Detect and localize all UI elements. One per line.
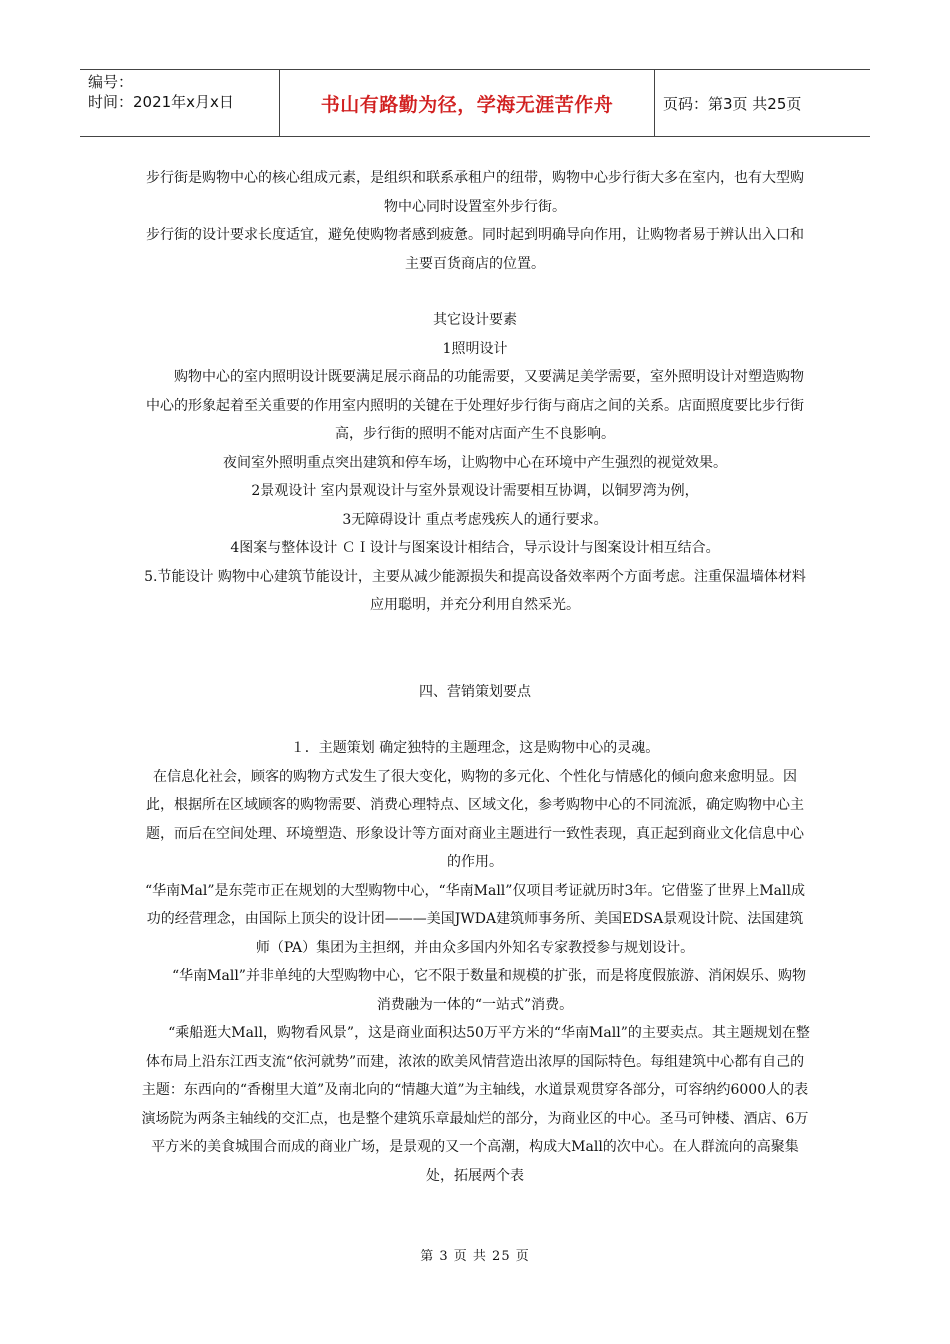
paragraph: “华南Mall”并非单纯的大型购物中心，它不限于数量和规模的扩张，而是将度假旅游、消闲娱乐、购物消费融为一体的“一站式”消费。 (172, 968, 806, 1013)
header-page-info: 页码：第3页 共25页 (663, 94, 802, 113)
header-motto: 书山有路勤为径，学海无涯苦作舟 (280, 70, 655, 136)
paragraph: 在信息化社会，顾客的购物方式发生了很大变化，购物的多元化、个性化与情感化的倾向愈来愈明显。因此，根据所在区域顾客的购物需要、消费心理特点、区域文化，参考购物中心的不同流派，确定购物中心主题，而后在空间处理、环境塑造、形象设计等方面对商业主题进行一致性表现，真正起到商业文化信息中心的作用。 (146, 768, 804, 870)
section-heading: 其它设计要素 (433, 312, 517, 328)
paragraph: “乘船逛大Mall，购物看风景”，这是商业面积达50万平方米的“华南Mall”的主要卖点。其主题规划在整体布局上沿东江西支流“依河就势”而建，浓浓的欧美风情营造出浓厚的国际特色。每组建筑中心都有自己的主题：东西向的“香榭里大道”及南北向的“情趣大道”为主轴线，水道景观贯穿各部分，可容纳约6000人的表演场院为两条主轴线的交汇点，也是整个建筑乐章最灿烂的部分，为商业区的中心。圣马可钟楼、酒店、6万平方米的美食城围合而成的商业广场，是景观的又一个高潮，构成大Mall的次中心。在人群流向的高聚集处，拓展两个表 (141, 1025, 810, 1184)
paragraph: 购物中心的室内照明设计既要满足展示商品的功能需要，又要满足美学需要，室外照明设计对塑造购物中心的形象起着至关重要的作用室内照明的关键在于处理好步行街与商店之间的关系。店面照度要比步行街高，步行街的照明不能对店面产生不良影响。 (146, 369, 804, 442)
paragraph: 2景观设计 室内景观设计与室外景观设计需要相互协调，以铜罗湾为例， (251, 483, 699, 499)
paragraph: 步行街是购物中心的核心组成元素，是组织和联系承租户的纽带，购物中心步行街大多在室内，也有大型购物中心同时设置室外步行街。 (146, 170, 804, 215)
paragraph: 5.节能设计 购物中心建筑节能设计，主要从减少能源损失和提高设备效率两个方面考虑。注重保温墙体材料应用聪明，并充分利用自然采光。 (144, 568, 806, 613)
paragraph: 步行街的设计要求长度适宜，避免使购物者感到疲惫。同时起到明确导向作用，让购物者易于辨认出入口和主要百货商店的位置。 (146, 227, 804, 272)
paragraph: “华南Mal”是东莞市正在规划的大型购物中心，“华南Mall”仅项目考证就历时3年。它借鉴了世界上Mall成功的经营理念，由国际上顶尖的设计团———美国JWDA建筑师事务所、美国EDSA景观设计院、法国建筑师（PA）集团为主担纲，并由众多国内外知名专家教授参与规划设计。 (145, 882, 805, 956)
section-heading: 四、营销策划要点 (419, 683, 531, 700)
subsection-heading: 1照明设计 (442, 340, 508, 357)
page-footer: 第 3 页 共 25 页 (420, 1249, 530, 1264)
page-header (80, 69, 870, 137)
header-meta (80, 70, 280, 136)
paragraph: 夜间室外照明重点突出建筑和停车场，让购物中心在环境中产生强烈的视觉效果。 (223, 454, 727, 471)
paragraph: 4图案与整体设计 ＣＩ设计与图案设计相结合，导示设计与图案设计相互结合。 (230, 540, 720, 556)
number-label: 编号： (88, 73, 134, 91)
document-body (140, 164, 810, 1190)
subsection-heading: １．主题策划 确定独特的主题理念，这是购物中心的灵魂。 (290, 740, 660, 756)
time-label: 时间：2021年x月x日 (88, 93, 234, 111)
paragraph: 3无障碍设计 重点考虑残疾人的通行要求。 (342, 511, 608, 528)
